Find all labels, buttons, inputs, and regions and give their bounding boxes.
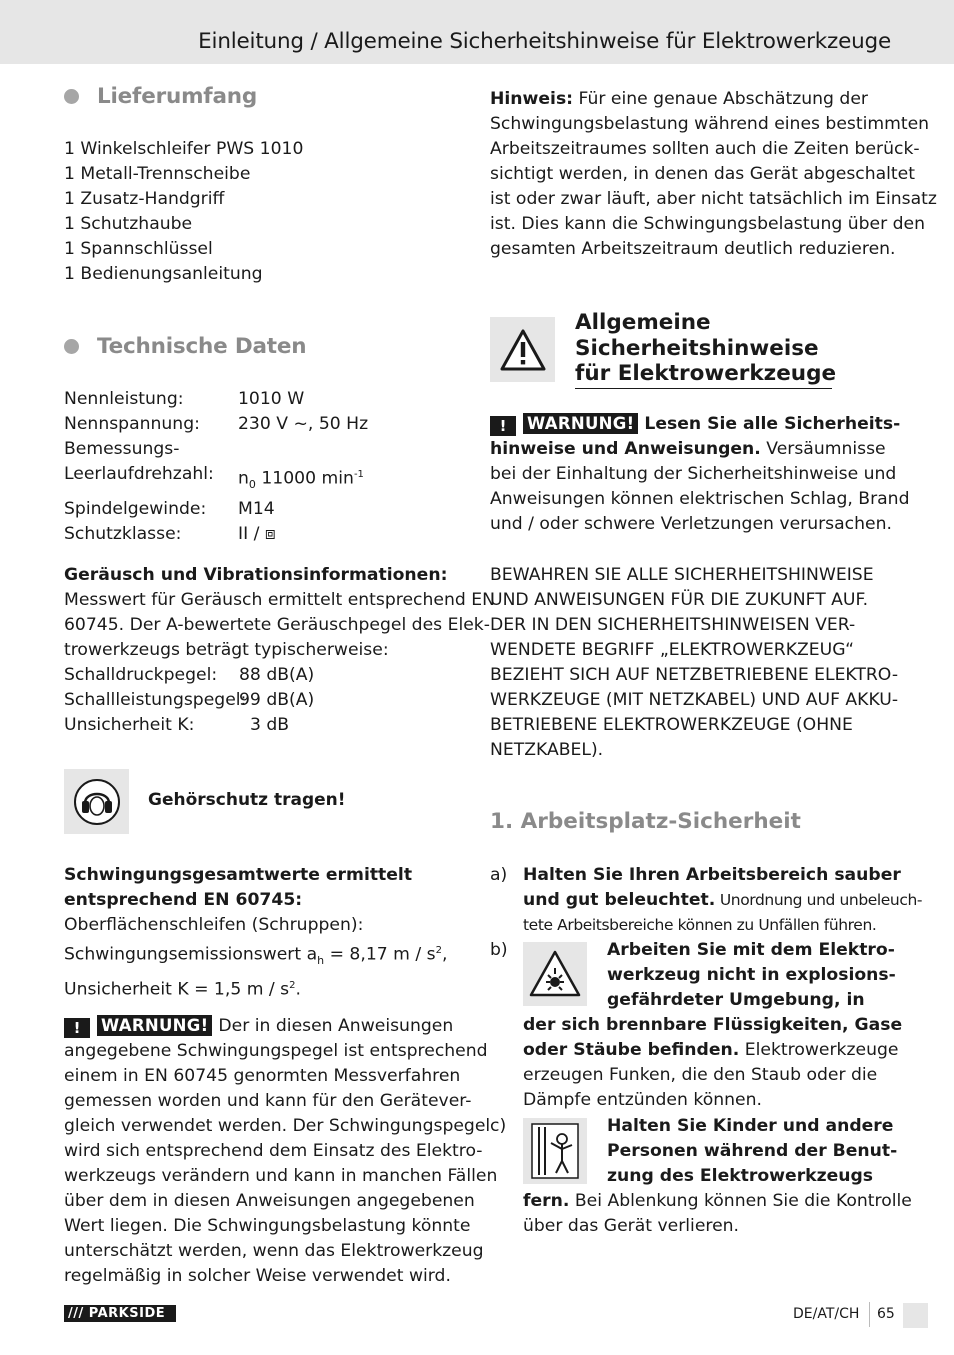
page-header	[0, 0, 954, 64]
text-line: Anweisungen können elektrischen Schlag, Brand	[490, 489, 910, 509]
text-line: und / oder schwere Verletzungen verursachen.	[490, 514, 892, 534]
geraeusch-section	[64, 563, 495, 738]
text-line: über das Gerät verlieren.	[523, 1216, 740, 1236]
text-line: angegebene Schwingungspegel ist entsprechend	[64, 1041, 488, 1061]
text-line: der sich brennbare Flüssigkeiten, Gase	[523, 1015, 903, 1035]
page-title: Einleitung / Allgemeine Sicherheitshinweise für Elektrowerkzeuge	[198, 29, 891, 54]
warning-box	[490, 317, 555, 382]
warnung-left-section	[64, 1014, 498, 1289]
text-line: tete Arbeitsbereiche können zu Unfällen führen.	[523, 916, 877, 934]
list-item: 1 Zusatz-Handgriff	[64, 189, 225, 209]
text-line: Halten Sie Ihren Arbeitsbereich sauber	[523, 865, 901, 885]
geraeusch-heading: Geräusch und Vibrationsinformationen:	[64, 565, 448, 585]
text-line: Oberflächenschleifen (Schruppen):	[64, 915, 364, 935]
text-line: WENDETE BEGRIFF „ELEKTROWERKZEUG“	[490, 640, 855, 660]
text-line: ! WARNUNG! Der in diesen Anweisungen	[64, 1014, 460, 1039]
text-line: ! WARNUNG! Lesen Sie alle Sicherheits-	[490, 412, 892, 437]
warning-triangle-icon: !	[64, 1018, 90, 1038]
text-line: gefährdeter Umgebung, in	[607, 990, 865, 1010]
text-line: über dem in diesen Anweisungen angegebenen	[64, 1191, 475, 1211]
heading-line: für Elektrowerkzeuge	[575, 361, 837, 386]
hinweis-section	[490, 87, 937, 262]
text-line: Wert liegen. Die Schwingungsbelastung könnte	[64, 1216, 471, 1236]
arbeitsplatz-heading: 1. Arbeitsplatz-Sicherheit	[490, 809, 801, 834]
page-tab-marker	[903, 1303, 928, 1328]
text-line: Messwert für Geräusch ermittelt entsprechend EN	[64, 590, 495, 610]
text-line: ist oder zwar läuft, aber nicht tatsächlich im Einsatz	[490, 189, 937, 209]
technische-daten-section	[64, 334, 460, 359]
language-codes: DE/AT/CH	[793, 1306, 860, 1322]
text-line: erzeugen Funken, die den Staub oder die	[523, 1065, 878, 1085]
text-line: WERKZEUGE (MIT NETZKABEL) UND AUF AKKU-	[490, 690, 899, 710]
text-line: gleich verwendet werden. Der Schwingungspegel	[64, 1116, 491, 1136]
list-item: 1 Schutzhaube	[64, 214, 193, 234]
text-line: BEWAHREN SIE ALLE SICHERHEITSHINWEISE	[490, 565, 874, 585]
text-line: und gut beleuchtet. Unordnung und unbeleuch-	[523, 890, 923, 910]
heading-line: Sicherheitshinweise	[575, 335, 819, 361]
protection-class-icon: ⧈	[264, 524, 276, 545]
text-line: werkzeug nicht in explosions-	[607, 965, 896, 985]
list-item: 1 Metall-Trennscheibe	[64, 164, 251, 184]
list-label: b)	[490, 940, 508, 960]
text-line: Dämpfe entzünden können.	[523, 1090, 762, 1110]
schwingung-heading: entsprechend EN 60745:	[64, 890, 303, 910]
text-line: 60745. Der A-bewertete Geräuschpegel des Elek-	[64, 615, 490, 635]
text-line: zung des Elektrowerkzeugs	[607, 1166, 874, 1186]
text-line: regelmäßig in solcher Weise verwendet wird.	[64, 1266, 451, 1286]
noise-row: Schalldruckpegel: 88 dB(A)	[64, 665, 315, 685]
list-label: c)	[490, 1116, 507, 1136]
spec-table	[64, 387, 460, 547]
spec-row: Nennleistung: 1010 W	[64, 389, 305, 409]
text-line: sichtigt werden, in denen das Gerät abgeschaltet	[490, 164, 915, 184]
schwingung-section	[64, 863, 460, 1003]
warnung-right-section	[490, 412, 910, 537]
warning-tag: WARNUNG!	[523, 413, 638, 434]
heading-line: Allgemeine	[575, 310, 711, 335]
lieferumfang-list	[64, 137, 460, 287]
list-item: 1 Bedienungsanleitung	[64, 264, 263, 284]
technische-daten-heading: Technische Daten	[64, 334, 460, 359]
text-line: Arbeitszeitraumes sollten auch die Zeiten berück-	[490, 139, 920, 159]
list-item: 1 Winkelschleifer PWS 1010	[64, 139, 304, 159]
text-line: gemessen worden und kann für den Gerätever-	[64, 1091, 472, 1111]
text-line: Schwingungsemissionswert $a_h = 8,17$ m / $s^2$,	[64, 944, 448, 968]
spec-row: Nennspannung: 230 V ~, 50 Hz	[64, 414, 369, 434]
text-line: NETZKABEL).	[490, 740, 604, 760]
text-line: DER IN DEN SICHERHEITSHINWEISEN VER-	[490, 615, 856, 635]
list-item-a	[490, 863, 923, 938]
gehoerschutz-text: Gehörschutz tragen!	[148, 790, 346, 810]
text-line: BEZIEHT SICH AUF NETZBETRIEBENE ELEKTRO-	[490, 665, 899, 685]
text-line: oder Stäube befinden. Elektrowerkzeuge	[523, 1040, 899, 1060]
schwingung-heading: Schwingungsgesamtwerte ermittelt	[64, 865, 413, 885]
text-line: hinweise und Anweisungen. Versäumnisse	[490, 439, 886, 459]
allgemeine-heading	[575, 310, 836, 389]
text-line: wird sich entsprechend dem Einsatz des Elektro-	[64, 1141, 483, 1161]
heading-underline	[575, 388, 832, 389]
spec-row: Spindelgewinde: M14	[64, 499, 275, 520]
text-line: gesamten Arbeitszeitraum deutlich reduzieren.	[490, 239, 896, 259]
text-line: einem in EN 60745 genormten Messverfahren	[64, 1066, 461, 1086]
text-line: Schwingungsbelastung während eines bestimmten	[490, 114, 930, 134]
list-label: a)	[490, 865, 508, 885]
page-number: 65	[877, 1306, 895, 1322]
spec-row: Leerlaufdrehzahl: $n_0$ 11000 $\min^{-1}$	[64, 464, 364, 492]
text-line: unterschätzt werden, wenn das Elektrowerkzeug	[64, 1241, 484, 1261]
spec-row: Schutzklasse: II / ⧈	[64, 524, 276, 545]
text-line: UND ANWEISUNGEN FÜR DIE ZUKUNFT AUF.	[490, 590, 869, 610]
brand-logo: /// PARKSIDE	[64, 1305, 176, 1322]
warning-tag: WARNUNG!	[97, 1015, 212, 1036]
spec-row: Bemessungs-	[64, 439, 180, 459]
bewahren-section	[490, 563, 899, 763]
text-line: Arbeiten Sie mit dem Elektro-	[607, 940, 895, 960]
text-line: Hinweis: Für eine genaue Abschätzung der	[490, 89, 868, 109]
noise-row: Schallleistungspegel: 99 dB(A)	[64, 690, 315, 710]
warning-triangle-icon	[499, 328, 547, 372]
footer-divider	[869, 1302, 870, 1327]
text-line: Personen während der Benut-	[607, 1141, 898, 1161]
text-line: trowerkzeugs beträgt typischerweise:	[64, 640, 389, 660]
text-line: BETRIEBENE ELEKTROWERKZEUGE (OHNE	[490, 715, 853, 735]
text-line: bei der Einhaltung der Sicherheitshinweise und	[490, 464, 897, 484]
list-item-b	[490, 938, 903, 1113]
warning-triangle-icon: !	[490, 416, 516, 436]
text-line: werkzeugs verändern und kann in manchen Fällen	[64, 1166, 498, 1186]
list-item-c	[490, 1114, 912, 1239]
text-line: Unsicherheit K = 1,5 m / $s^2$.	[64, 979, 301, 1000]
text-line: ist. Dies kann die Schwingungsbelastung über den	[490, 214, 926, 234]
list-item: 1 Spannschlüssel	[64, 239, 213, 259]
bullet-icon	[64, 89, 79, 104]
lieferumfang-heading: Lieferumfang	[64, 84, 460, 109]
lieferumfang-section	[64, 84, 460, 109]
noise-row: Unsicherheit K: 3 dB	[64, 715, 290, 735]
text-line: fern. Bei Ablenkung können Sie die Kontrolle	[523, 1191, 912, 1211]
text-line: Halten Sie Kinder und andere	[607, 1116, 894, 1136]
bullet-icon	[64, 339, 79, 354]
